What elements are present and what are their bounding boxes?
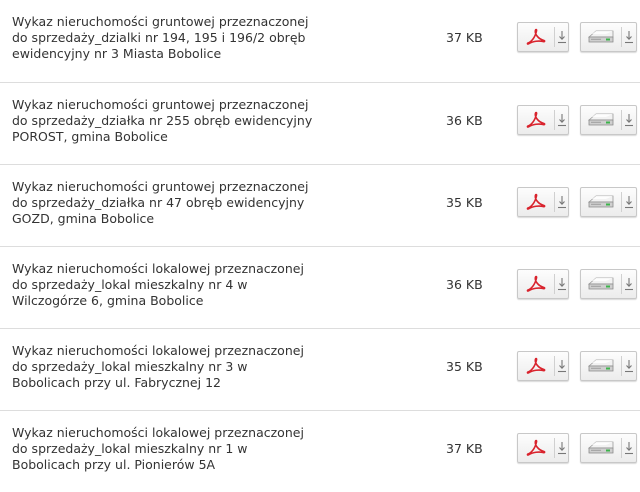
save-to-disk-button[interactable]: [580, 105, 637, 135]
file-name-line: do sprzedaży_dzialki nr 194, 195 i 196/2 obręb: [12, 30, 306, 45]
file-name: [12, 97, 382, 145]
pdf-icon: [518, 23, 554, 51]
file-name-line: Wykaz nieruchomości lokalowej przeznaczonej: [12, 261, 304, 276]
download-arrow-icon: [555, 23, 568, 51]
save-to-disk-button[interactable]: [580, 187, 637, 217]
file-name: [12, 14, 382, 62]
file-size: 36 KB: [446, 113, 483, 128]
pdf-icon: [518, 434, 554, 462]
file-name: [12, 261, 382, 309]
file-name: [12, 425, 382, 473]
open-pdf-button[interactable]: [517, 269, 569, 299]
file-name-line: do sprzedaży_lokal mieszkalny nr 3 w: [12, 359, 248, 374]
disk-drive-icon: [581, 434, 621, 462]
disk-drive-icon: [581, 23, 621, 51]
open-pdf-button[interactable]: [517, 351, 569, 381]
file-name-line: Wykaz nieruchomości gruntowej przeznaczonej: [12, 14, 309, 29]
download-arrow-icon: [622, 434, 636, 462]
download-arrow-icon: [555, 434, 568, 462]
file-name-line: do sprzedaży_lokal mieszkalny nr 4 w: [12, 277, 248, 292]
file-row: [0, 0, 640, 82]
download-arrow-icon: [555, 188, 568, 216]
file-name-line: do sprzedaży_działka nr 47 obręb ewidencyjny: [12, 195, 305, 210]
disk-drive-icon: [581, 270, 621, 298]
file-name-line: POROST, gmina Bobolice: [12, 129, 168, 144]
open-pdf-button[interactable]: [517, 433, 569, 463]
disk-drive-icon: [581, 106, 621, 134]
pdf-icon: [518, 270, 554, 298]
file-name-line: do sprzedaży_działka nr 255 obręb ewidencyjny: [12, 113, 313, 128]
save-to-disk-button[interactable]: [580, 433, 637, 463]
file-name-line: Wykaz nieruchomości lokalowej przeznaczonej: [12, 343, 304, 358]
file-name-line: do sprzedaży_lokal mieszkalny nr 1 w: [12, 441, 248, 456]
disk-drive-icon: [581, 188, 621, 216]
file-name: [12, 343, 382, 391]
file-name-line: Wykaz nieruchomości lokalowej przeznaczonej: [12, 425, 304, 440]
file-name-line: Bobolicach przy ul. Fabrycznej 12: [12, 375, 221, 390]
file-size: 36 KB: [446, 277, 483, 292]
file-name-line: GOZD, gmina Bobolice: [12, 211, 155, 226]
file-size: 35 KB: [446, 359, 483, 374]
file-name-line: Bobolicach przy ul. Pionierów 5A: [12, 457, 216, 472]
file-name-line: Wykaz nieruchomości gruntowej przeznaczonej: [12, 179, 309, 194]
download-arrow-icon: [622, 352, 636, 380]
download-arrow-icon: [622, 106, 636, 134]
pdf-icon: [518, 106, 554, 134]
download-arrow-icon: [555, 352, 568, 380]
download-arrow-icon: [622, 23, 636, 51]
save-to-disk-button[interactable]: [580, 351, 637, 381]
file-row: [0, 246, 640, 328]
pdf-icon: [518, 188, 554, 216]
download-arrow-icon: [622, 188, 636, 216]
file-size: 37 KB: [446, 441, 483, 456]
pdf-icon: [518, 352, 554, 380]
download-arrow-icon: [622, 270, 636, 298]
file-size: 35 KB: [446, 195, 483, 210]
save-to-disk-button[interactable]: [580, 269, 637, 299]
file-name-line: Wykaz nieruchomości gruntowej przeznaczonej: [12, 97, 309, 112]
save-to-disk-button[interactable]: [580, 22, 637, 52]
file-name-line: Wilczogórze 6, gmina Bobolice: [12, 293, 204, 308]
file-row: [0, 82, 640, 164]
file-size: 37 KB: [446, 30, 483, 45]
open-pdf-button[interactable]: [517, 105, 569, 135]
disk-drive-icon: [581, 352, 621, 380]
download-arrow-icon: [555, 270, 568, 298]
download-arrow-icon: [555, 106, 568, 134]
file-name: [12, 179, 382, 227]
file-name-line: ewidencyjny nr 3 Miasta Bobolice: [12, 46, 222, 61]
file-row: [0, 164, 640, 246]
file-row: [0, 410, 640, 492]
file-row: [0, 328, 640, 410]
open-pdf-button[interactable]: [517, 187, 569, 217]
open-pdf-button[interactable]: [517, 22, 569, 52]
